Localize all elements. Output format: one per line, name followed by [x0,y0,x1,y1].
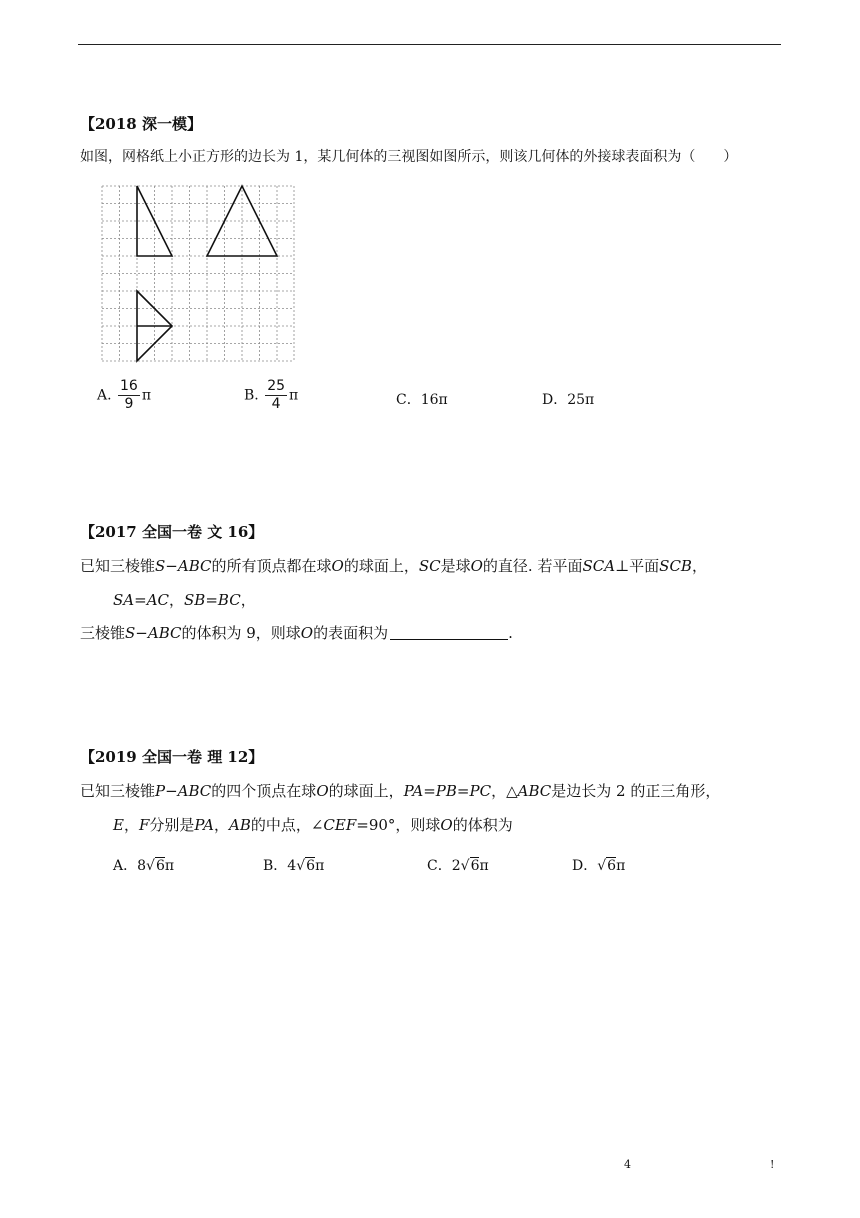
q1-stem: 如图，网格纸上小正方形的边长为 1，某几何体的三视图如图所示，则该几何体的外接球表面积为（ ） [80,149,738,165]
text-span: 已知三棱锥 [80,557,156,575]
math-span: CEF [323,816,357,834]
text-span: = [456,782,470,800]
sqrt-sign: √6 [296,858,316,874]
footer-mark: ! [770,1158,775,1171]
text-span: 已知三棱锥 [80,782,156,800]
text-span: ， [240,591,256,609]
text-span: 的四个顶点在球 [211,782,317,800]
math-span: S−ABC [125,624,182,642]
q1-option-b-numerator: 25 [267,378,286,394]
math-span: F [138,816,150,834]
q3-line-2 [113,814,513,835]
q3-option-d [572,855,625,875]
sqrt-sign: √6 [460,858,480,874]
text-span: 的表面积为 [313,624,389,642]
math-span: SCB [659,557,692,575]
text-span: 的中点，∠ [250,816,324,834]
math-span: ABC [517,782,552,800]
pi-symbol: π [616,858,626,874]
math-span: O [316,782,329,800]
math-span: O [470,557,483,575]
text-span: 的体积为 [452,816,513,834]
text-span: 三棱锥 [80,624,126,642]
math-span: PB [435,782,457,800]
math-span: SA [113,591,135,609]
text-span: = [423,782,436,800]
text-span: ， [169,591,185,609]
q1-option-b-label: B. [244,387,259,404]
math-span: O [331,557,344,575]
radicand: 6 [470,858,480,874]
header-rule [78,44,781,45]
text-span: 的球面上， [343,557,419,575]
math-span: P−ABC [155,782,212,800]
q1-option-d: D．25π [542,392,595,408]
math-span: O [440,816,453,834]
grid-lines [102,186,294,361]
math-span: PA [403,782,424,800]
text-span: 是边长为 2 的正三角形， [551,782,721,800]
option-label: C． [427,858,452,874]
q1-option-b-pi: π [289,387,299,404]
math-span: BC [217,591,241,609]
q2-line-2 [113,589,256,610]
text-span: 是球 [440,557,471,575]
q2-line-3 [80,622,513,643]
option-coef: 2 [451,858,461,874]
q1-option-b-fraction [265,378,287,413]
q3-line-1 [80,780,720,801]
text-span: ，△ [491,782,518,800]
option-label: B． [263,858,288,874]
math-span: AC [146,591,169,609]
answer-blank [390,625,508,640]
q3-option-a [113,855,174,875]
text-span: . [508,624,513,642]
q1-option-c: C．16π [396,392,448,408]
math-span: SC [418,557,441,575]
q2-source-tag: 【2017 全国一卷 文 16】 [80,523,264,541]
q1-option-a-fraction [118,378,140,413]
pi-symbol: π [315,858,325,874]
q1-option-a-numerator: 16 [120,378,138,394]
option-label: A． [113,858,138,874]
sqrt-sign: √6 [597,858,617,874]
math-span: SCA [582,557,616,575]
math-span: SB [184,591,206,609]
page-number: 4 [624,1158,631,1171]
text-span: = [134,591,147,609]
radicand: 6 [607,858,617,874]
radicand: 6 [155,858,165,874]
radicand: 6 [306,858,316,874]
math-span: O [300,624,314,642]
text-span: = [205,591,218,609]
text-span: 的所有顶点都在球 [211,557,332,575]
text-span: ， [691,557,707,575]
q1-source-tag: 【2018 深一模】 [80,115,202,133]
option-coef: 8 [137,858,147,874]
text-span: 的体积为 9，则球 [181,624,301,642]
q1-option-a [97,378,151,413]
sqrt-sign: √6 [146,858,165,874]
option-label: D． [572,858,598,874]
text-span: 的球面上， [328,782,404,800]
option-coef: 4 [287,858,297,874]
text-span: 的直径. 若平面 [482,557,583,575]
math-span: E [113,816,124,834]
pi-symbol: π [164,858,175,874]
text-span: ⊥平面 [615,557,660,575]
q3-option-c [427,855,489,875]
q1-option-b [244,378,298,413]
q1-option-a-denominator: 9 [124,396,134,412]
three-view-figure [100,184,296,364]
text-span: 分别是 [149,816,195,834]
text-span: =90°，则球 [356,816,441,834]
q1-option-b-denominator: 4 [271,396,281,412]
text-span: ， [123,816,139,834]
math-span: S−ABC [155,557,212,575]
math-span: AB [228,816,251,834]
q3-source-tag: 【2019 全国一卷 理 12】 [80,748,264,766]
q2-line-1 [80,555,707,576]
math-span: PA [194,816,214,834]
q3-option-b [263,855,324,875]
q1-option-a-label: A. [97,387,112,404]
pi-symbol: π [479,858,489,874]
math-span: PC [469,782,492,800]
text-span: ， [213,816,229,834]
q1-option-a-pi: π [141,387,152,404]
